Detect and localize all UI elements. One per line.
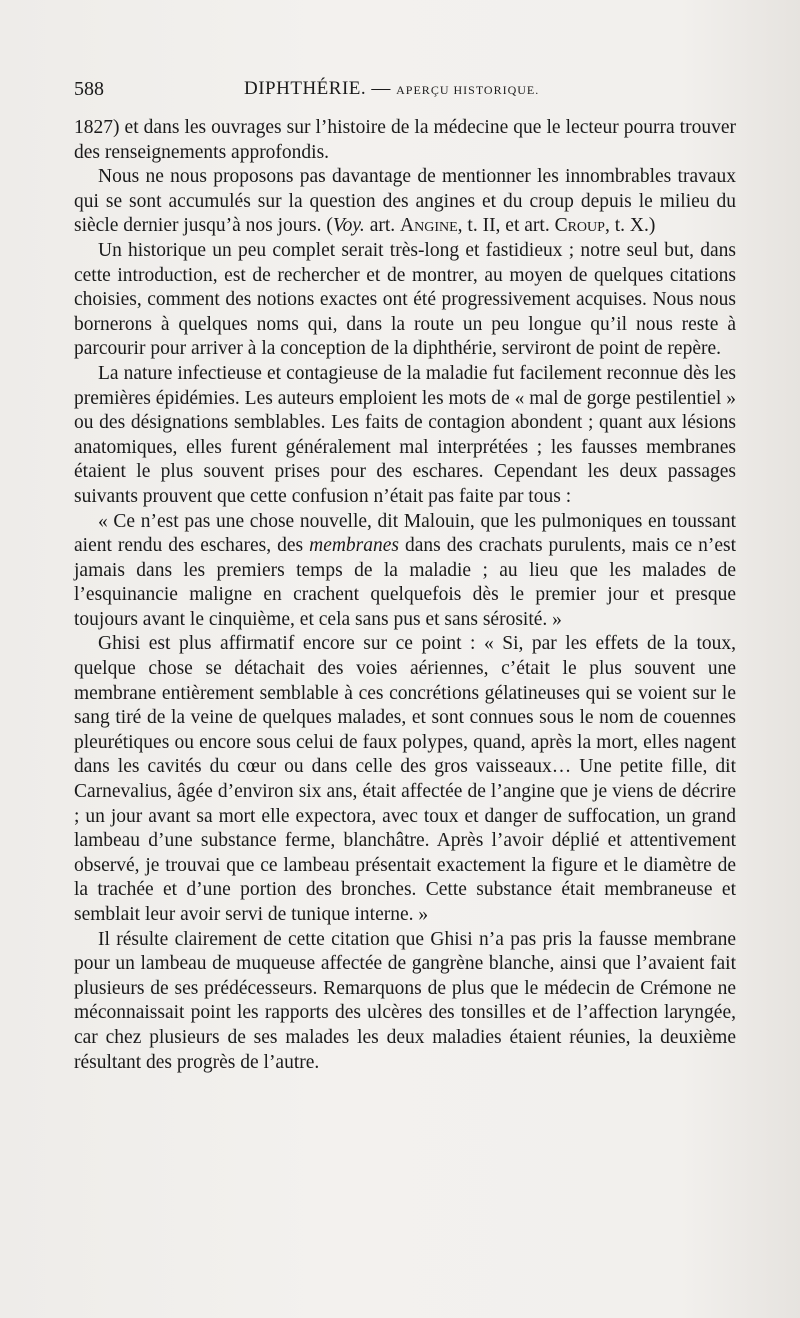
paragraph-ghisi: Ghisi est plus affirmatif encore sur ce point : « Si, par les effets de la toux, quelque chose se détachait des voies aériennes, c’était le plus souvent une membrane entièrement semblable à ces concrétions gélatineuses qui se voient sur le sang tiré de la veine de quelques malades, et sont connues sous le nom de couennes pleurétiques ou encore sous celui de faux polypes, quand, après la mort, elles nagent dans les cavités du cœur ou dans celle des gros vaisseaux… Une petite fille, dit Carnevalius, âgée d’environ six ans, était affectée de l’angine que je viens de décrire ; un jour avant sa mort elle expectora, avec toux et danger de suffocation, un grand lambeau d’une substance ferme, blanchâtre. Après l’avoir déplié et attentivement observé, je trouvai que ce lambeau présentait exactement la figure et le diamètre de la trachée et d’une portion des bronches. Cette substance était membraneuse et semblait leur avoir servi de tunique interne. » — [74, 633, 736, 925]
paragraph-travaux-text-3: , t. II, et art. — [457, 215, 555, 237]
body-text — [74, 116, 736, 1075]
running-title — [244, 78, 539, 100]
paragraph-conclusion: Il résulte clairement de cette citation que Ghisi n’a pas pris la fausse membrane pour un lambeau de muqueuse affectée de gangrène blanche, ainsi que l’avaient fait plusieurs de ses prédécesseurs. Remarquons de plus que le médecin de Crémone ne méconnaissait point les rapports des ulcères des tonsilles et de l’affection laryngée, car chez plusieurs de ses malades les deux maladies étaient réunies, la deuxième résultant des progrès de l’autre. — [74, 928, 736, 1073]
running-title-main: DIPHTHÉRIE. — [244, 78, 367, 99]
running-title-sub: APERÇU HISTORIQUE. — [396, 83, 540, 97]
page-number: 588 — [74, 78, 104, 100]
paragraph-malouin-quote — [74, 510, 736, 633]
malouin-quote-text: « Ce n’est pas une chose nouvelle, dit Malouin, que les pulmoniques en toussant aient rendu des eschares, des — [74, 510, 736, 557]
voy-abbrev: Voy. — [332, 215, 365, 237]
paragraph-nature: La nature infectieuse et contagieuse de la maladie fut facilement reconnue dès les premières épidémies. Les auteurs emploient les mots de « mal de gorge pestilentiel » ou des désignations semblables. Les faits de contagion abondent ; quant aux lésions anatomiques, elles furent généralement mal interprétées ; les fausses membranes étaient le plus souvent prises pour des eschares. Cependant les deux passages suivants prouvent que cette confusion n’était pas faite par tous : — [74, 362, 736, 507]
paragraph-travaux — [74, 165, 736, 239]
ref-angine: Angine — [400, 215, 458, 237]
paragraph-travaux-text: Nous ne nous proposons pas davantage de mentionner les innombrables travaux qui se sont accumulés sur la question des angines et du croup depuis le milieu du siècle dernier jusqu’à nos jours. ( — [74, 166, 736, 237]
paragraph-travaux-text-2: art. — [364, 215, 401, 237]
paragraph-historique: Un historique un peu complet serait très-long et fastidieux ; notre seul but, dans cette introduction, est de rechercher et de montrer, au moyen de quelques citations choisies, comment des notions exactes ont été progressivement acquises. Nous nous bornerons à quelques noms qui, dans la route un peu longue qu’il nous reste à parcourir pour arriver à la conception de la diphthérie, serviront de point de repère. — [74, 239, 736, 360]
ref-croup: Croup — [554, 215, 605, 237]
paragraph-travaux-text-4: , t. X.) — [604, 215, 656, 237]
membranes-emphasis: membranes — [309, 535, 400, 557]
paragraph-continued: 1827) et dans les ouvrages sur l’histoire de la médecine que le lecteur pourra trouver des renseignements approfondis. — [74, 117, 736, 163]
malouin-quote-text-2: dans des crachats purulents, mais ce n’est jamais dans les premiers temps de la maladie ; au lieu que les malades de l’esquinancie maligne en crachent quelquefois dès le premier jour et presque toujours avant le cinquième, et cela sans pus et sans sérosité. » — [74, 535, 736, 630]
running-header — [74, 74, 736, 106]
running-title-separator: — — [366, 78, 397, 99]
